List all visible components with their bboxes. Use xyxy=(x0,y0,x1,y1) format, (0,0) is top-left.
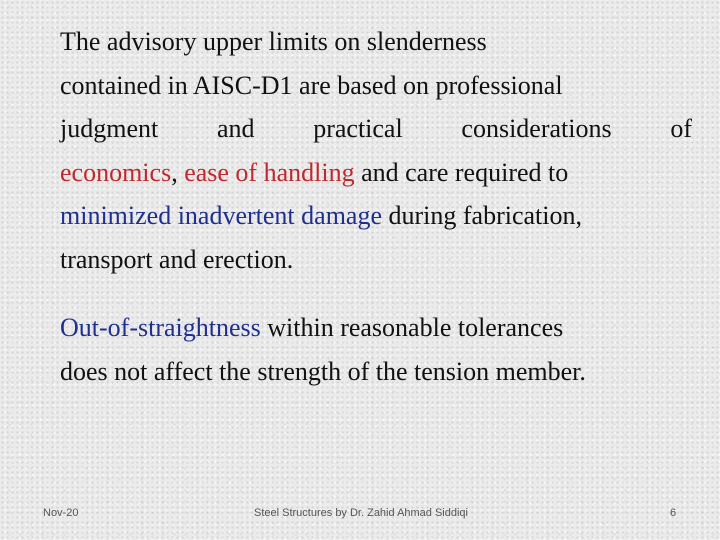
p2-line-1 xyxy=(60,306,692,350)
p1-line-6: transport and erection. xyxy=(60,244,294,274)
p1-line-5 xyxy=(60,194,692,238)
term-inadvertent-damage: minimized inadvertent damage xyxy=(60,201,382,230)
p1-line-4-comma: , xyxy=(171,157,178,187)
term-ease-of-handling: ease of handling xyxy=(184,157,355,187)
p1-line-1: The advisory upper limits on slenderness xyxy=(60,27,487,56)
footer-page-number: 6 xyxy=(670,507,677,519)
paragraph-slenderness-limits xyxy=(60,20,692,281)
p2-line-1-rest: within reasonable tolerances xyxy=(267,313,564,342)
p1-line-5-rest: during fabrication, xyxy=(388,201,582,230)
term-economics: economics xyxy=(60,157,172,187)
p1-line-3: judgment and practical considerations of xyxy=(60,114,692,143)
paragraph-out-of-straightness xyxy=(60,306,692,393)
p1-line-4 xyxy=(60,151,692,195)
p2-line-2: does not affect the strength of the tension member. xyxy=(60,356,586,386)
p1-line-4-rest: and care required to xyxy=(361,157,569,187)
p1-line-2: contained in AISC-D1 are based on professional xyxy=(60,70,563,100)
footer-title: Steel Structures by Dr. Zahid Ahmad Siddiqi xyxy=(254,507,468,519)
term-out-of-straightness: Out-of-straightness xyxy=(60,313,261,342)
footer-date: Nov-20 xyxy=(43,507,79,519)
